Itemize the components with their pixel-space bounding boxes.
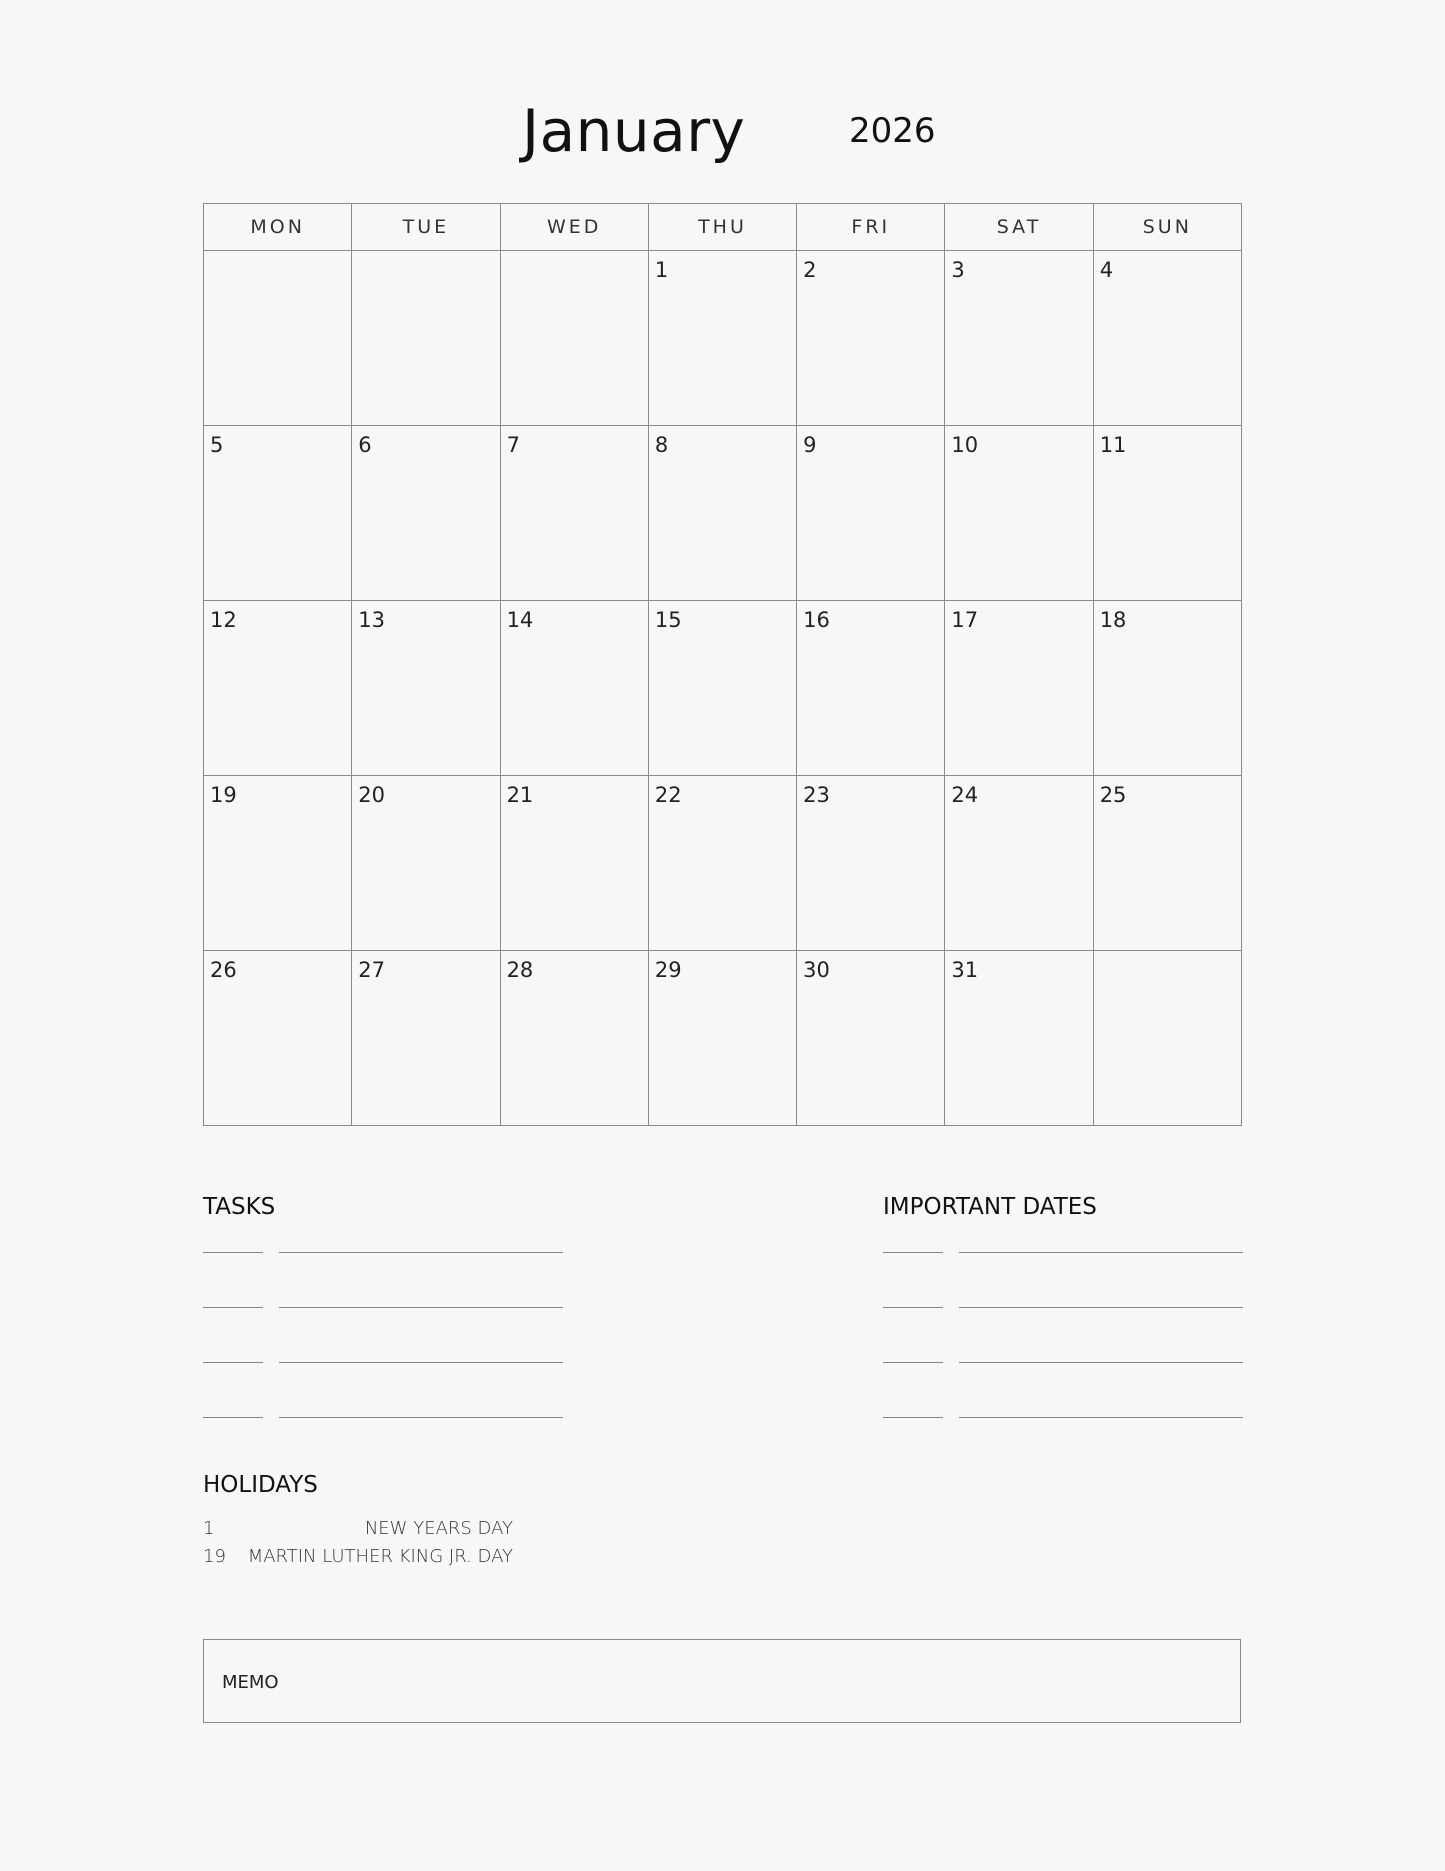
important-date-text-line[interactable] [959, 1417, 1243, 1418]
day-cell[interactable] [648, 426, 796, 601]
tasks-heading: TASKS [203, 1194, 276, 1220]
holiday-date: 19 [203, 1546, 226, 1567]
week-row-3 [204, 601, 1242, 776]
day-number: 29 [654, 958, 682, 982]
calendar-grid [203, 203, 1242, 1126]
day-cell[interactable] [352, 776, 500, 951]
day-number: 2 [803, 258, 817, 282]
task-date-line[interactable] [203, 1307, 263, 1308]
day-number: 26 [210, 958, 237, 982]
task-text-line[interactable] [279, 1307, 563, 1308]
week-row-2 [204, 426, 1242, 601]
task-text-line[interactable] [279, 1362, 563, 1363]
day-cell[interactable] [797, 251, 945, 426]
holiday-name: MARTIN LUTHER KING JR. DAY [247, 1546, 513, 1567]
day-number: 20 [358, 783, 386, 807]
holiday-date: 1 [203, 1518, 215, 1539]
task-line-row[interactable] [203, 1362, 563, 1417]
weekday-sun: SUN [1093, 204, 1241, 251]
holiday-item [203, 1518, 513, 1546]
memo-box[interactable] [203, 1639, 1241, 1723]
task-text-line[interactable] [279, 1417, 563, 1418]
day-cell[interactable] [1093, 251, 1241, 426]
day-number: 7 [506, 433, 520, 457]
day-number: 8 [654, 433, 669, 457]
weekday-wed: WED [500, 204, 648, 251]
day-number [352, 251, 499, 258]
day-number: 24 [951, 783, 979, 807]
day-cell[interactable] [1093, 776, 1241, 951]
day-cell[interactable] [352, 251, 500, 426]
weekday-tue: TUE [352, 204, 500, 251]
task-line-row[interactable] [203, 1417, 563, 1472]
day-cell[interactable] [797, 951, 945, 1126]
task-date-line[interactable] [203, 1417, 263, 1418]
weekday-header-row [204, 204, 1242, 251]
day-number [1094, 951, 1241, 958]
day-number: 4 [1099, 258, 1114, 282]
day-number [204, 251, 351, 258]
day-cell[interactable] [945, 251, 1093, 426]
day-cell[interactable] [500, 426, 648, 601]
day-number: 10 [951, 433, 979, 457]
day-cell[interactable] [204, 601, 352, 776]
day-number: 28 [506, 958, 534, 982]
day-cell[interactable] [204, 951, 352, 1126]
day-number: 9 [803, 433, 817, 457]
holidays-heading: HOLIDAYS [203, 1472, 318, 1498]
day-cell[interactable] [945, 951, 1093, 1126]
day-cell[interactable] [352, 951, 500, 1126]
day-cell[interactable] [648, 251, 796, 426]
day-cell[interactable] [945, 776, 1093, 951]
day-cell[interactable] [797, 776, 945, 951]
day-number [501, 251, 648, 258]
day-number: 21 [506, 783, 534, 807]
day-number: 25 [1099, 783, 1127, 807]
important-date-line-row[interactable] [883, 1252, 1243, 1307]
day-cell[interactable] [352, 601, 500, 776]
important-date-text-line[interactable] [959, 1252, 1243, 1253]
day-number: 5 [210, 433, 224, 457]
day-cell[interactable] [500, 601, 648, 776]
important-date-day-line[interactable] [883, 1417, 943, 1418]
task-date-line[interactable] [203, 1362, 263, 1363]
task-date-line[interactable] [203, 1252, 263, 1253]
day-cell[interactable] [500, 251, 648, 426]
day-number: 15 [654, 608, 682, 632]
day-number: 11 [1099, 433, 1127, 457]
holidays-list [203, 1518, 513, 1574]
day-cell[interactable] [1093, 426, 1241, 601]
day-number: 27 [358, 958, 386, 982]
important-date-text-line[interactable] [959, 1362, 1243, 1363]
important-dates-lines [883, 1252, 1243, 1472]
day-cell[interactable] [797, 426, 945, 601]
week-row-1 [204, 251, 1242, 426]
day-cell[interactable] [797, 601, 945, 776]
important-date-text-line[interactable] [959, 1307, 1243, 1308]
day-number: 16 [803, 608, 830, 632]
important-date-day-line[interactable] [883, 1252, 943, 1253]
day-cell[interactable] [204, 426, 352, 601]
day-number: 22 [654, 783, 682, 807]
day-number: 1 [654, 258, 669, 282]
day-number: 6 [358, 433, 372, 457]
important-date-line-row[interactable] [883, 1417, 1243, 1472]
important-date-line-row[interactable] [883, 1362, 1243, 1417]
day-cell[interactable] [500, 776, 648, 951]
day-cell[interactable] [1093, 951, 1241, 1126]
day-number: 19 [210, 783, 237, 807]
day-number: 30 [803, 958, 830, 982]
day-number: 23 [803, 783, 830, 807]
day-cell[interactable] [352, 426, 500, 601]
day-cell[interactable] [945, 426, 1093, 601]
tasks-lines [203, 1252, 563, 1472]
day-cell[interactable] [204, 251, 352, 426]
day-cell[interactable] [648, 951, 796, 1126]
day-number: 17 [951, 608, 979, 632]
day-cell[interactable] [648, 601, 796, 776]
day-cell[interactable] [500, 951, 648, 1126]
day-number: 3 [951, 258, 965, 282]
day-cell[interactable] [945, 601, 1093, 776]
day-number: 14 [506, 608, 534, 632]
weekday-fri: FRI [797, 204, 945, 251]
year-title: 2026 [849, 111, 936, 151]
task-line-row[interactable] [203, 1307, 563, 1362]
important-date-day-line[interactable] [883, 1362, 943, 1363]
weekday-mon: MON [204, 204, 352, 251]
week-row-5 [204, 951, 1242, 1126]
week-row-4 [204, 776, 1242, 951]
task-line-row[interactable] [203, 1252, 563, 1307]
day-number: 13 [358, 608, 386, 632]
holiday-item [203, 1546, 513, 1574]
holiday-name: NEW YEARS DAY [364, 1518, 513, 1539]
day-cell[interactable] [1093, 601, 1241, 776]
day-number: 12 [210, 608, 237, 632]
day-cell[interactable] [648, 776, 796, 951]
day-cell[interactable] [204, 776, 352, 951]
important-date-line-row[interactable] [883, 1307, 1243, 1362]
day-number: 18 [1099, 608, 1127, 632]
important-date-day-line[interactable] [883, 1307, 943, 1308]
important-dates-heading: IMPORTANT DATES [883, 1194, 1097, 1220]
memo-label: MEMO [222, 1672, 279, 1693]
month-title: January [522, 97, 746, 165]
weekday-thu: THU [648, 204, 796, 251]
day-number: 31 [951, 958, 979, 982]
task-text-line[interactable] [279, 1252, 563, 1253]
weekday-sat: SAT [945, 204, 1093, 251]
